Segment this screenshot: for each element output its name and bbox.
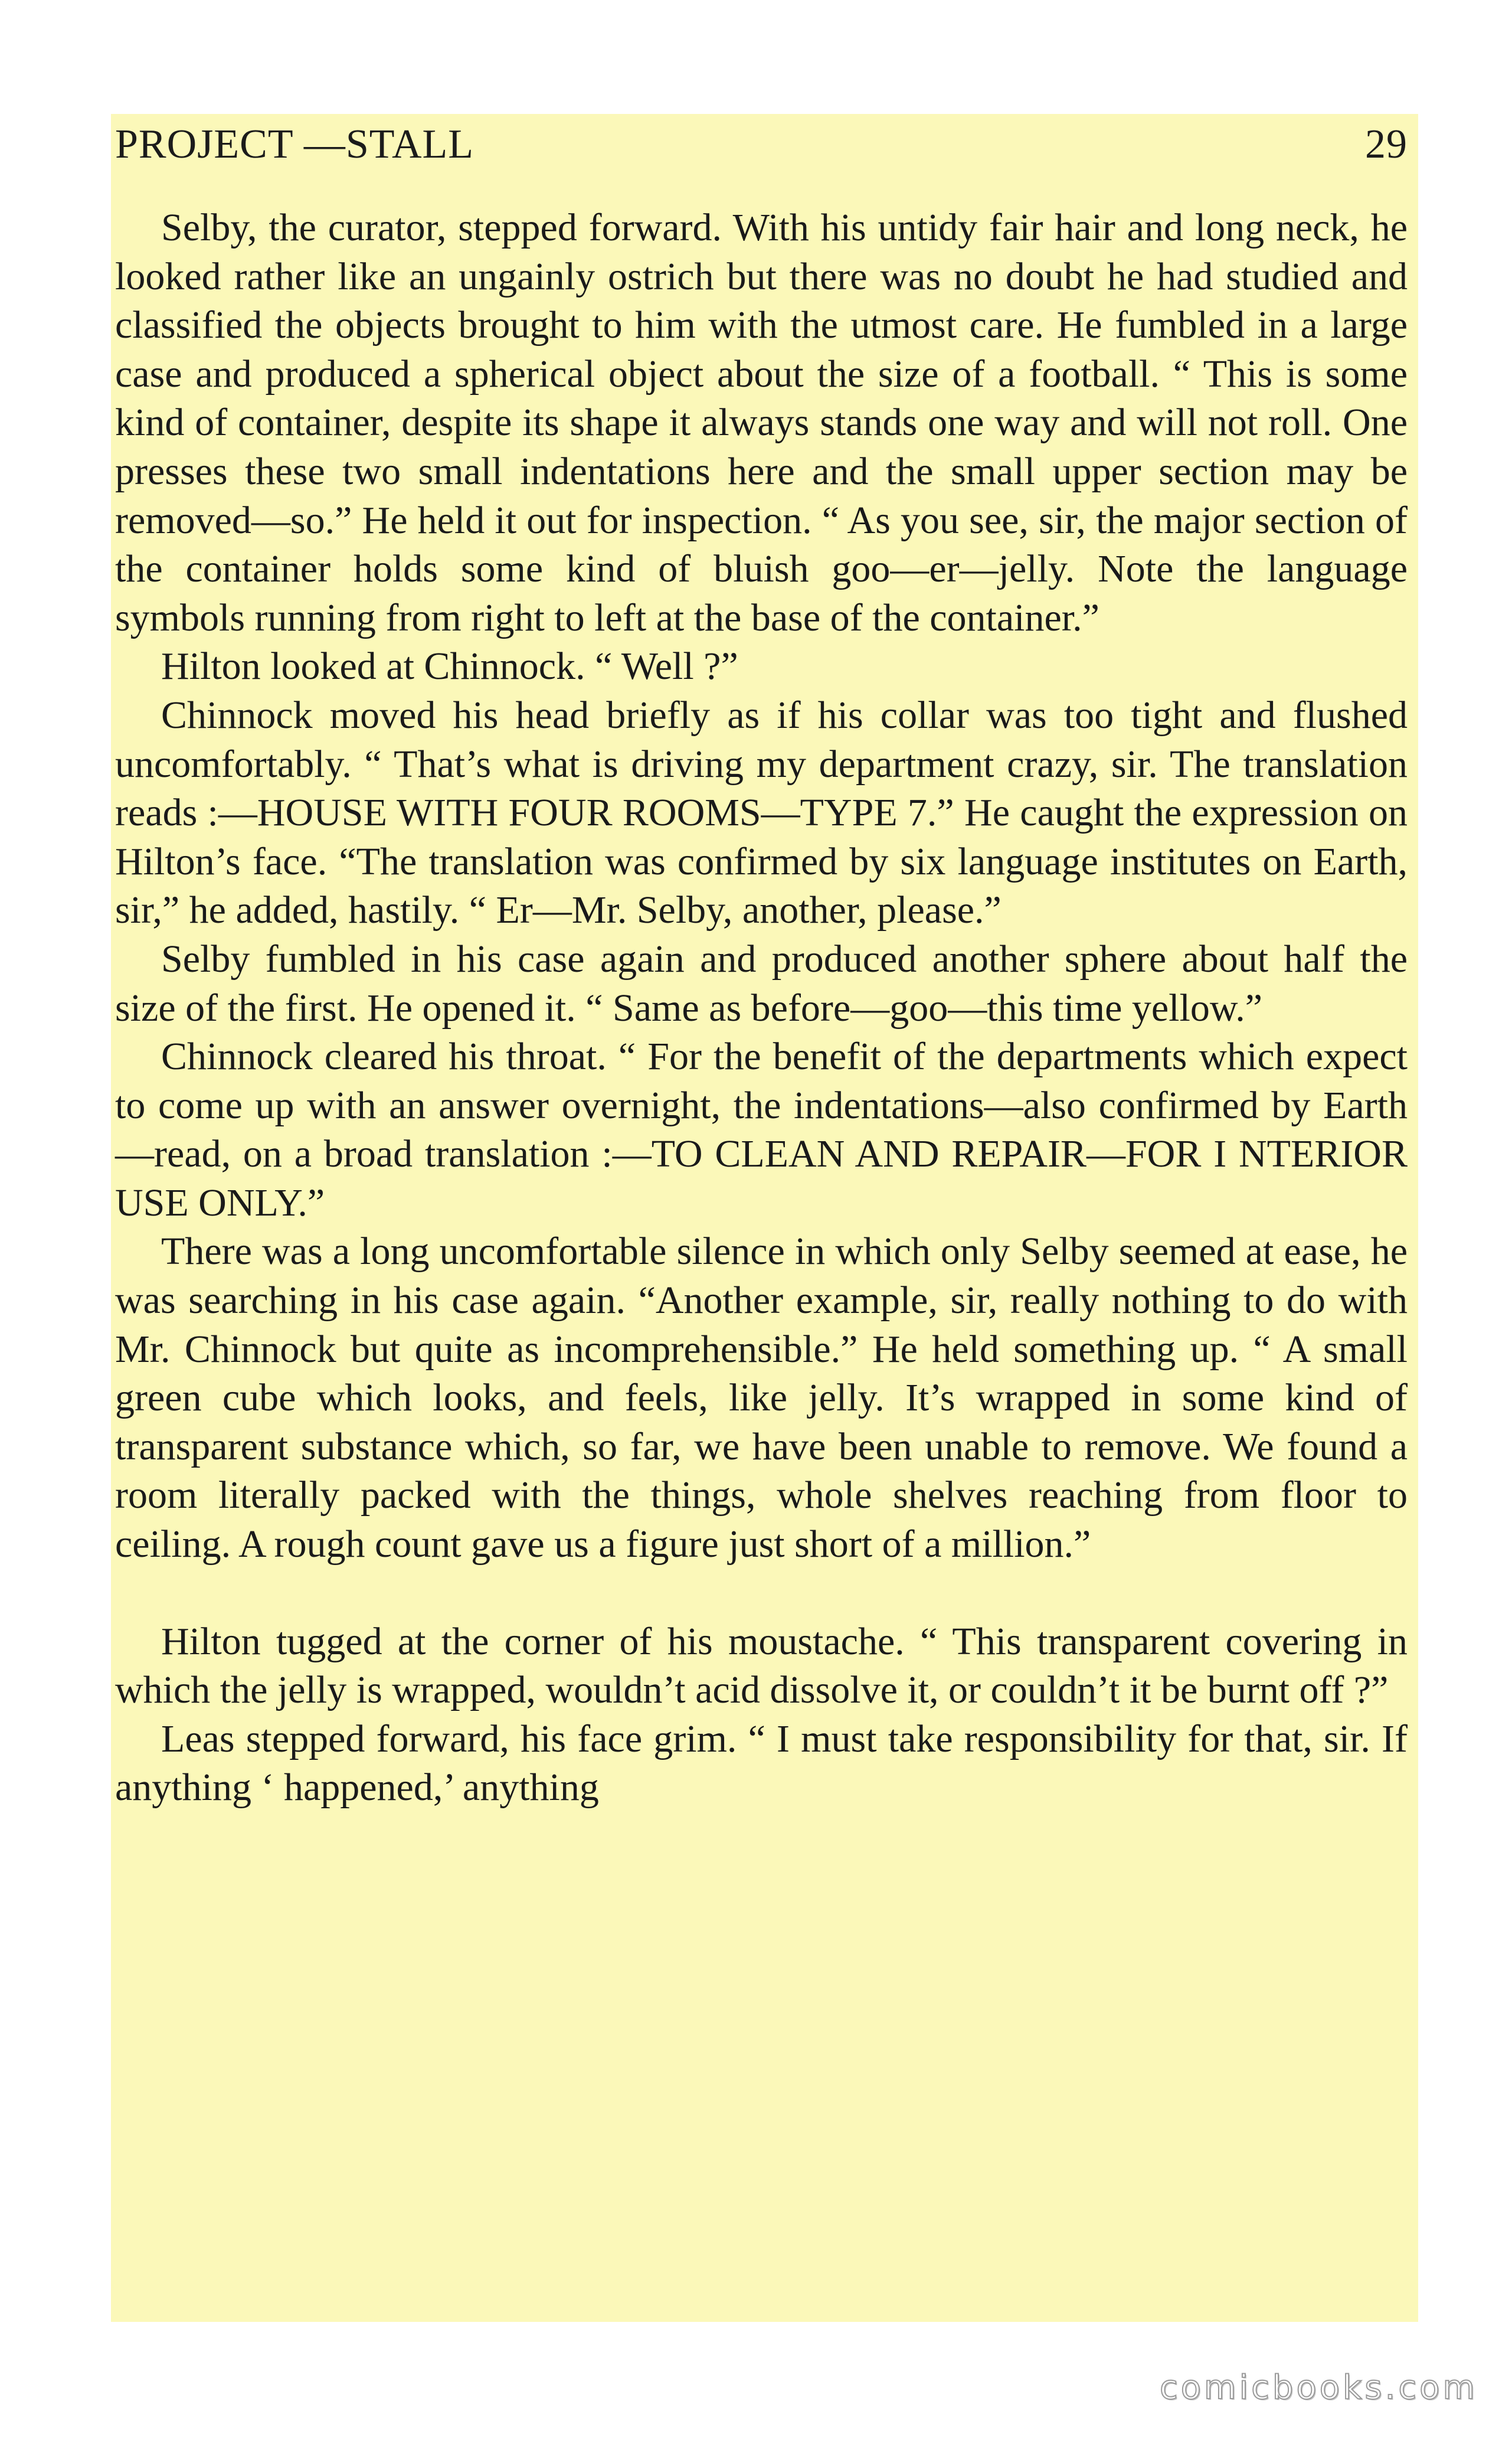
page-number: 29 — [1365, 122, 1408, 167]
paragraph: Leas stepped forward, his face grim. “ I must take responsibility for that, sir. If anything ‘ happened,’ anything — [115, 1717, 1408, 1809]
running-title: PROJECT —STALL — [115, 122, 474, 167]
page-header — [115, 112, 1408, 177]
paragraph: Hilton looked at Chinnock. “ Well ?” — [161, 645, 738, 688]
paragraph: There was a long uncomfortable silence in which only Selby seemed at ease, he was searching in his case again. “Another example, sir, really nothing to do with Mr. Chinnock but quite as incomprehensible.” He held something up. “ A small green cube which looks, and feels, like jelly. It’s wrapped in some kind of transparent substance which, so far, we have been unable to remove. We found a room literally packed with the things, whole shelves reaching from floor to ceiling. A rough count gave us a figure just short of a million.” — [115, 1230, 1408, 1566]
paragraph: Selby, the curator, stepped forward. With his untidy fair hair and long neck, he looked rather like an ungainly ostrich but there was no doubt he had studied and classified the objects brought to him with the utmost care. He fumbled in a large case and produced a spherical object about the size of a football. “ This is some kind of container, despite its shape it always stands one way and will not roll. One presses these two small indentations here and the small upper section may be removed—so.” He held it out for inspection. “ As you see, sir, the major section of the container holds some kind of bluish goo—er—jelly. Note the language symbols running from right to left at the base of the container.” — [115, 206, 1408, 639]
paragraph: Selby fumbled in his case again and produced another sphere about half the size of the first. He opened it. “ Same as before—goo—this time yellow.” — [115, 937, 1408, 1030]
body-text — [115, 204, 1408, 1812]
watermark: comicbooks.com — [1159, 2369, 1478, 2407]
paragraph: Chinnock moved his head briefly as if his collar was too tight and flushed uncomfortably. “ That’s what is driving my department crazy, sir. The translation reads :—HOUSE WITH FOUR ROOMS—TYPE 7.” He caught the expression on Hilton’s face. “The translation was confirmed by six language institutes on Earth, sir,” he added, hastily. “ Er—Mr. Selby, another, please.” — [115, 693, 1408, 932]
paragraph: Hilton tugged at the corner of his moustache. “ This transparent covering in which the jelly is wrapped, wouldn’t acid dissolve it, or couldn’t it be burnt off ?” — [115, 1619, 1408, 1712]
paragraph: Chinnock cleared his throat. “ For the benefit of the departments which expect to come up with an answer overnight, the indentations—also confirmed by Earth—read, on a broad translation :—TO CLEAN AND REPAIR—FOR I NTERIOR USE ONLY.” — [115, 1035, 1408, 1224]
